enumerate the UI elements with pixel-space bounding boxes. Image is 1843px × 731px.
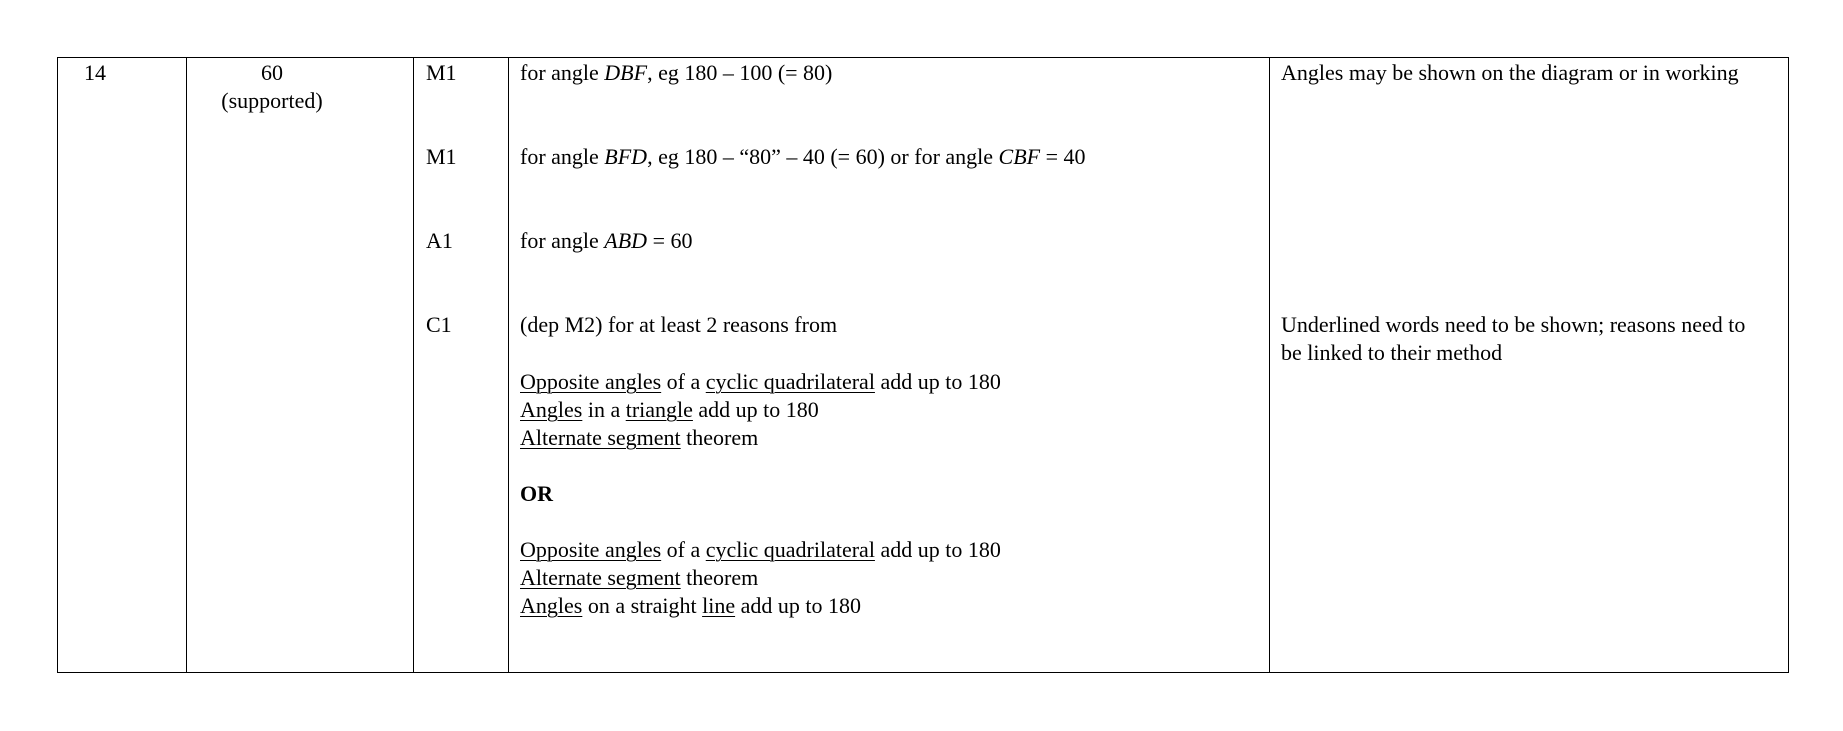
step-text: , eg 180 – 100 (= 80) (647, 60, 833, 85)
step-text: , eg 180 – “80” – 40 (= 60) or for angle (647, 144, 999, 169)
reason-text: add up to 180 (874, 537, 1001, 562)
answer-note: (supported) (221, 88, 323, 113)
reason-line (520, 368, 1001, 396)
key-term: Alternate segment (520, 425, 681, 450)
angle-label: ABD (604, 228, 648, 253)
mark-code: M1 (426, 144, 457, 169)
mark-code: A1 (426, 228, 453, 253)
step-text: = 40 (1040, 144, 1086, 169)
angle-label: DBF (604, 60, 648, 85)
reason-text: theorem (680, 565, 759, 590)
reason-text: theorem (680, 425, 759, 450)
step-text: for angle (520, 228, 605, 253)
working-step (520, 143, 1086, 171)
key-term: Opposite angles (520, 369, 662, 394)
key-term: cyclic quadrilateral (705, 537, 875, 562)
mark-code: C1 (426, 312, 452, 337)
angle-label: BFD (604, 144, 648, 169)
reason-text: add up to 180 (874, 369, 1001, 394)
guidance-note: Underlined words need to be shown; reasons need to be linked to their method (1281, 312, 1746, 365)
column-divider (186, 58, 187, 672)
column-divider (413, 58, 414, 672)
key-term: triangle (625, 397, 693, 422)
reason-text: in a (582, 397, 626, 422)
reason-text: of a (661, 369, 706, 394)
reason-line (520, 424, 758, 452)
key-term: Alternate segment (520, 565, 681, 590)
key-term: Angles (520, 397, 583, 422)
guidance-note: Angles may be shown on the diagram or in working (1281, 60, 1739, 85)
angle-label: CBF (998, 144, 1041, 169)
working-step (520, 227, 692, 255)
answer-value: 60 (261, 60, 283, 85)
mark-code: M1 (426, 60, 457, 85)
or-separator: OR (520, 481, 553, 506)
reason-line (520, 564, 758, 592)
reason-line (520, 536, 1001, 564)
reason-text: add up to 180 (735, 593, 861, 618)
reason-line (520, 396, 819, 424)
question-number: 14 (84, 60, 106, 85)
column-divider (508, 58, 509, 672)
mark-scheme-table (57, 57, 1789, 673)
answer-cell (188, 59, 356, 115)
step-text: for angle (520, 60, 605, 85)
working-step (520, 59, 832, 87)
reason-text: on a straight (582, 593, 703, 618)
reason-line (520, 592, 861, 620)
column-divider (1269, 58, 1270, 672)
step-text: for angle (520, 144, 605, 169)
reason-text: add up to 180 (692, 397, 819, 422)
communication-intro: (dep M2) for at least 2 reasons from (520, 312, 838, 337)
step-text: = 60 (647, 228, 693, 253)
key-term: cyclic quadrilateral (705, 369, 875, 394)
reason-text: of a (661, 537, 706, 562)
key-term: Opposite angles (520, 537, 662, 562)
key-term: line (702, 593, 736, 618)
key-term: Angles (520, 593, 583, 618)
